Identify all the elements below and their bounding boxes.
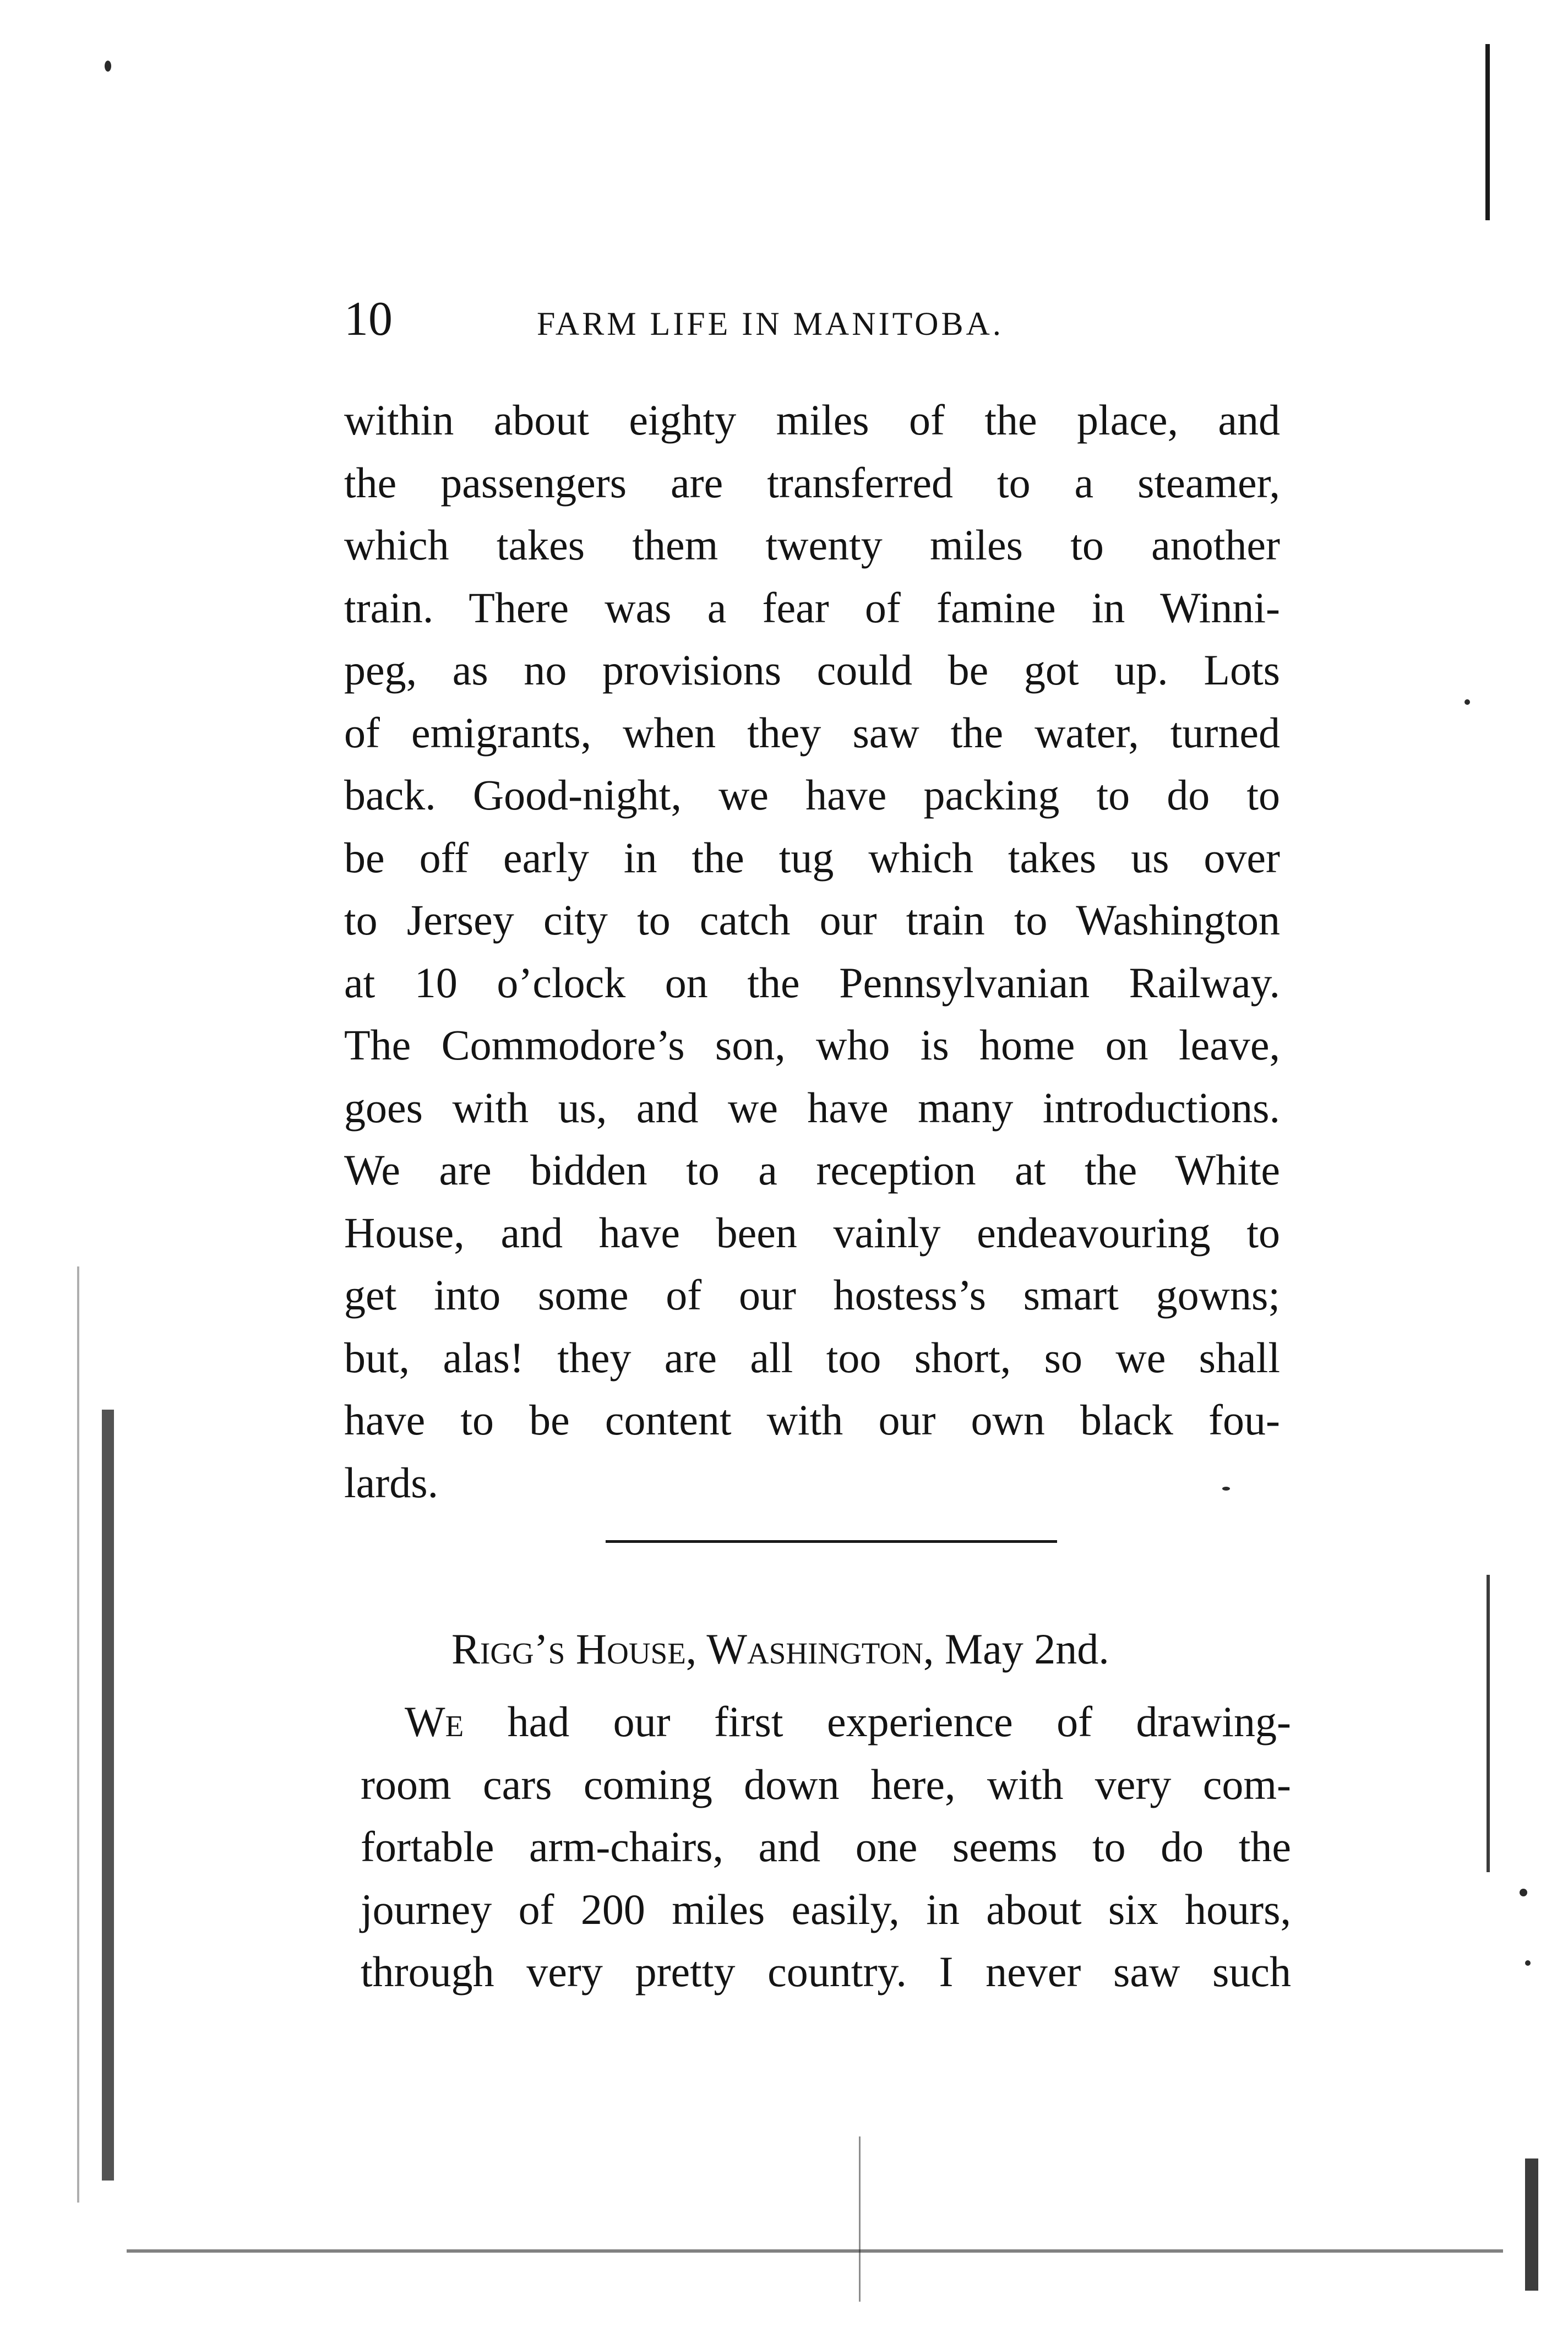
letter-dateline [451,1619,1109,1679]
text-line: goes with us, and we have many introductions. [344,1083,1280,1132]
text-line: room cars coming down here, with very com- [361,1760,1291,1808]
ink-speck [1520,1889,1527,1896]
text-line: back. Good-night, we have packing to do to [344,771,1280,819]
bottom-scan-line [127,2249,1503,2253]
text-line: House, and have been vainly endeavouring to [344,1208,1280,1257]
lead-word: We [405,1698,464,1746]
running-title: FARM LIFE IN MANITOBA. [537,306,1004,342]
text-line: which takes them twenty miles to another [344,521,1280,569]
dateline-place: Rigg’s House, Washington, [451,1625,934,1673]
page-number: 10 [344,292,393,346]
text-line: through very pretty country. I never saw such [361,1948,1291,1996]
text-line: of emigrants, when they saw the water, turned [344,708,1280,757]
ink-speck [1525,1960,1531,1966]
text-line: have to be content with our own black fou- [344,1396,1280,1444]
left-binding-edge-thin [77,1266,79,2203]
text-line: lards. [344,1458,439,1507]
text-line: train. There was a fear of famine in Winni- [344,583,1280,632]
right-page-edge-bottom [1525,2158,1538,2291]
text-line: get into some of our hostess’s smart gowns; [344,1271,1280,1319]
right-page-edge-mid [1487,1575,1490,1872]
first-line-rest: had our first experience of drawing- [464,1698,1291,1746]
text-line: The Commodore’s son, who is home on leave, [344,1021,1280,1069]
body-text [344,389,1280,1514]
text-line: journey of 200 miles easily, in about six hours, [361,1885,1291,1933]
ink-speck [1222,1487,1230,1491]
right-page-edge-top [1485,44,1490,220]
text-line: peg, as no provisions could be got up. Lots [344,646,1280,694]
page-header [344,286,1286,352]
text-line: but, alas! they are all too short, so we shall [344,1333,1280,1382]
text-line: at 10 o’clock on the Pennsylvanian Railway. [344,958,1280,1007]
letter-text [361,1690,1291,2003]
dateline-date: May 2nd. [944,1625,1109,1673]
text-line: within about eighty miles of the place, and [344,396,1280,444]
text-line: fortable arm-chairs, and one seems to do the [361,1823,1291,1871]
bottom-scan-line-thin [859,2136,861,2302]
left-binding-edge [102,1410,114,2181]
text-line: the passengers are transferred to a steamer, [344,458,1280,507]
section-divider [606,1540,1057,1543]
text-line [361,1690,1291,1753]
text-line: We are bidden to a reception at the White [344,1146,1280,1194]
ink-speck [105,61,111,72]
text-line: to Jersey city to catch our train to Washington [344,896,1280,944]
text-line: be off early in the tug which takes us over [344,833,1280,882]
ink-speck [1464,699,1470,705]
